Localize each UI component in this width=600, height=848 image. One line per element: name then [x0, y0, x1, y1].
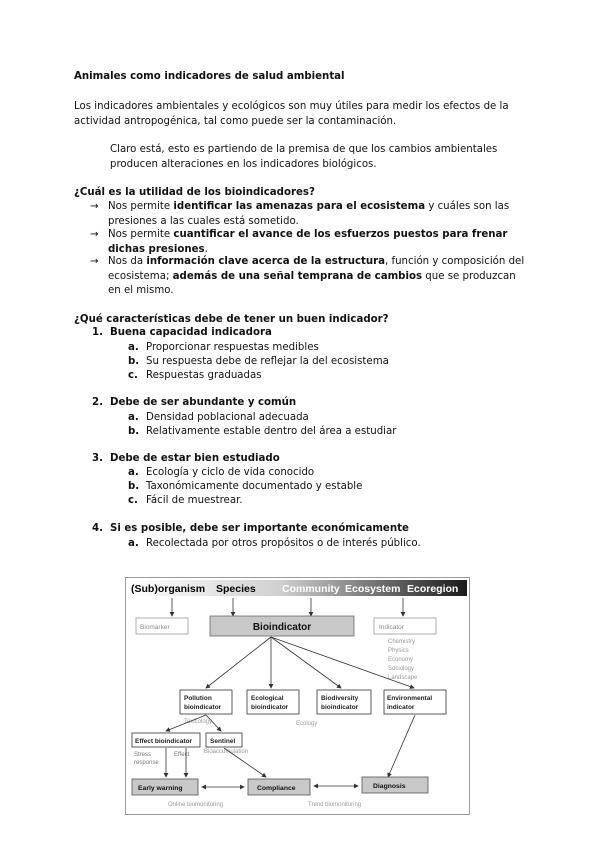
- svg-text:Effect bioindicator: Effect bioindicator: [135, 738, 193, 745]
- arrow-icon: →: [90, 256, 99, 267]
- item-number: 2.: [92, 397, 103, 408]
- svg-text:Bioaccumulation: Bioaccumulation: [204, 749, 249, 755]
- item-label: Si es posible, debe ser importante económicamente: [110, 523, 409, 534]
- svg-text:bioindicator: bioindicator: [321, 704, 359, 711]
- svg-text:Environmental: Environmental: [387, 695, 433, 702]
- svg-text:Stress: Stress: [134, 752, 152, 758]
- item-label: Buena capacidad indicadora: [110, 327, 272, 338]
- item-number: 1.: [92, 327, 103, 338]
- svg-text:response: response: [134, 760, 159, 766]
- svg-text:Compliance: Compliance: [257, 785, 296, 792]
- label-community: Community: [282, 583, 340, 595]
- label-ecosystem: Ecosystem: [345, 583, 401, 595]
- svg-text:Economy: Economy: [388, 657, 414, 663]
- item-label: Debe de ser abundante y común: [110, 397, 297, 408]
- svg-text:Biodiversity: Biodiversity: [321, 695, 359, 702]
- svg-text:Ecology: Ecology: [296, 721, 318, 727]
- svg-text:Landscape: Landscape: [388, 675, 418, 681]
- intro-paragraph: Los indicadores ambientales y ecológicos son muy útiles para medir los efectos de la actividad antropogénica, tal como puede ser la contaminación.: [74, 101, 509, 127]
- svg-text:Early warning: Early warning: [138, 785, 183, 792]
- label-species: Species: [216, 583, 256, 595]
- section1-heading: ¿Cuál es la utilidad de los bioindicadores?: [74, 187, 315, 198]
- item-number: 3.: [92, 453, 103, 464]
- arrow-icon: →: [90, 201, 99, 212]
- note-paragraph: Claro está, esto es partiendo de la premisa de que los cambios ambientales producen alteraciones en los indicadores biológicos.: [110, 144, 498, 170]
- svg-text:Pollution: Pollution: [184, 695, 212, 702]
- svg-text:Effect: Effect: [174, 752, 190, 758]
- svg-text:Trend biomonitoring: Trend biomonitoring: [308, 802, 362, 808]
- item-label: Debe de estar bien estudiado: [110, 453, 280, 464]
- svg-text:Chemistry: Chemistry: [388, 639, 416, 645]
- svg-text:Diagnosis: Diagnosis: [373, 783, 406, 790]
- arrow-icon: →: [90, 229, 99, 240]
- svg-text:Ecological: Ecological: [251, 695, 284, 702]
- label-bioindicator: Bioindicator: [252, 622, 312, 633]
- label-ecoregion: Ecoregion: [407, 583, 459, 595]
- label-indicator: Indicator: [379, 624, 404, 631]
- item-number: 4.: [92, 523, 103, 534]
- svg-text:Toxicology: Toxicology: [184, 719, 213, 725]
- label-biomarker: Biomarker: [140, 624, 170, 631]
- svg-text:Physics: Physics: [388, 648, 409, 654]
- svg-text:indicator: indicator: [387, 704, 415, 711]
- label-suborganism: (Sub)organism: [131, 583, 206, 595]
- svg-text:bioindicator: bioindicator: [251, 704, 289, 711]
- svg-text:Sociology: Sociology: [388, 666, 415, 672]
- svg-text:Sentinel: Sentinel: [210, 738, 236, 745]
- page-title: Animales como indicadores de salud ambiental: [74, 71, 345, 82]
- svg-text:Online biomonitoring: Online biomonitoring: [168, 802, 224, 808]
- bioindicator-diagram: [125, 577, 470, 815]
- section2-heading: ¿Qué características debe de tener un buen indicador?: [74, 314, 389, 325]
- svg-text:bioindicator: bioindicator: [184, 704, 222, 711]
